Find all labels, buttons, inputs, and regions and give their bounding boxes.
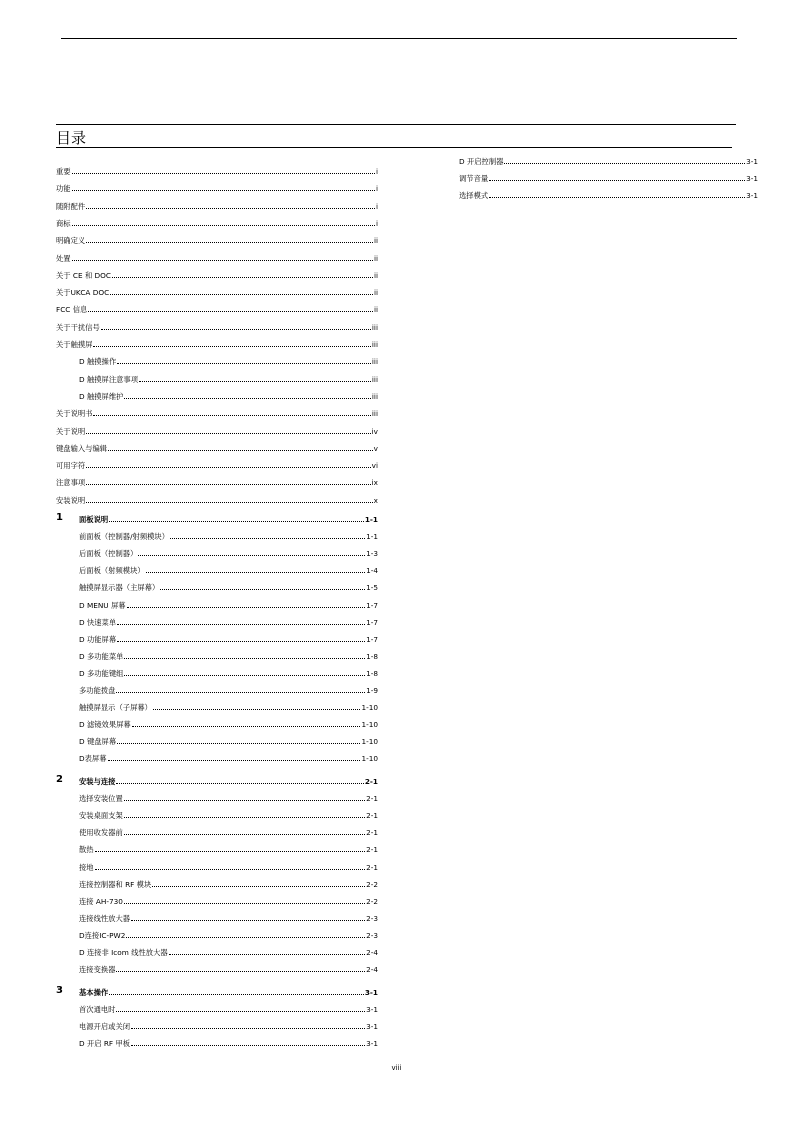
toc-entry-page: iii xyxy=(371,409,378,419)
toc-entry-page: 2-2 xyxy=(366,896,378,906)
toc-entry-page: 1-10 xyxy=(361,737,378,747)
toc-entry-label: 关于 CE 和 DOC xyxy=(56,270,112,280)
toc-entry[interactable] xyxy=(79,566,378,576)
toc-entry-page: 2-1 xyxy=(366,845,378,855)
toc-entry[interactable] xyxy=(79,357,378,367)
toc-entry-label: D 快速菜单 xyxy=(79,617,117,627)
toc-entry-page: 1-1 xyxy=(366,532,378,542)
toc-entry[interactable] xyxy=(79,703,378,713)
toc-entry-page: 3-1 xyxy=(366,1039,378,1049)
dot-leader xyxy=(93,415,370,416)
toc-entry-label: 关于UKCA DOC xyxy=(56,288,110,298)
toc-entry-label: D 触摸屏维护 xyxy=(79,391,124,401)
toc-entry-page: 1-7 xyxy=(366,617,378,627)
dot-leader xyxy=(124,398,370,399)
dot-leader xyxy=(108,450,373,451)
toc-entry-page: iii xyxy=(371,374,378,384)
toc-entry-label: 键盘输入与编辑 xyxy=(56,443,108,453)
toc-entry[interactable] xyxy=(79,583,378,593)
toc-entry[interactable] xyxy=(56,219,378,229)
toc-entry-label: 连接线性放大器 xyxy=(79,913,131,923)
title-rule xyxy=(56,147,732,148)
toc-entry[interactable] xyxy=(79,988,378,998)
toc-entry-page: i xyxy=(375,167,378,176)
toc-entry[interactable] xyxy=(79,686,378,696)
toc-entry[interactable] xyxy=(56,167,378,177)
dot-leader xyxy=(72,190,375,191)
dot-leader xyxy=(152,886,365,887)
dot-leader xyxy=(124,834,365,835)
dot-leader xyxy=(95,851,365,852)
toc-entry-label: 关于触摸屏 xyxy=(56,340,93,349)
toc-entry-label: 连接变换器 xyxy=(79,965,116,975)
toc-entry[interactable] xyxy=(79,863,378,873)
dot-leader xyxy=(124,800,365,801)
toc-entry-page: v xyxy=(373,443,378,453)
chapter-number: 1 xyxy=(56,512,63,523)
dot-leader xyxy=(116,692,365,693)
dot-leader xyxy=(95,869,365,870)
toc-entry[interactable] xyxy=(79,515,378,525)
toc-entry-page: 3-1 xyxy=(746,191,758,201)
dot-leader xyxy=(116,971,365,972)
dot-leader xyxy=(108,760,361,761)
chapter-number: 3 xyxy=(56,985,63,996)
toc-entry[interactable] xyxy=(79,754,378,764)
toc-entry-label: 功能 xyxy=(56,184,71,194)
toc-entry[interactable] xyxy=(79,931,378,941)
toc-entry-page: 1-4 xyxy=(366,566,378,576)
dot-leader xyxy=(124,903,365,904)
toc-entry-label: 处置 xyxy=(56,253,71,263)
toc-entry[interactable] xyxy=(79,828,378,838)
dot-leader xyxy=(110,294,373,295)
dot-leader xyxy=(169,954,365,955)
toc-entry[interactable] xyxy=(79,777,378,787)
dot-leader xyxy=(72,225,375,226)
toc-entry-page: 1-7 xyxy=(366,634,378,644)
toc-entry[interactable] xyxy=(79,880,378,890)
toc-entry-label: D 连接非 Icom 线性放大器 xyxy=(79,948,168,957)
toc-entry-label: D MENU 屏幕 xyxy=(79,600,126,610)
toc-entry[interactable] xyxy=(459,174,758,184)
toc-entry-page: 2-4 xyxy=(366,965,378,975)
toc-entry-label: D 多功能菜单 xyxy=(79,651,124,661)
toc-entry[interactable] xyxy=(79,845,378,855)
toc-entry-page: ii xyxy=(373,288,378,298)
toc-entry[interactable] xyxy=(79,1005,378,1015)
toc-entry-label: 安装说明 xyxy=(56,495,86,505)
toc-entry[interactable] xyxy=(79,549,378,559)
toc-entry-page: iii xyxy=(371,322,378,332)
toc-entry-page: 1-8 xyxy=(366,668,378,678)
dot-leader xyxy=(504,163,745,164)
toc-entry-label: 注意事项 xyxy=(56,478,86,488)
toc-entry[interactable] xyxy=(459,191,758,201)
toc-entry-label: 安装桌面支架 xyxy=(79,811,123,821)
toc-entry[interactable] xyxy=(79,720,378,730)
toc-entry-label: D 开启 RF 甲板 xyxy=(79,1039,131,1049)
toc-entry[interactable] xyxy=(79,652,378,662)
dot-leader xyxy=(146,572,365,573)
toc-entry-label: 多功能拨盘 xyxy=(79,686,116,695)
toc-entry[interactable] xyxy=(56,496,378,506)
dot-leader xyxy=(132,726,361,727)
toc-entry[interactable] xyxy=(79,392,378,402)
toc-entry-page: ii xyxy=(373,253,378,263)
toc-entry-page: i xyxy=(375,184,378,194)
toc-entry-page: 2-1 xyxy=(366,811,378,821)
toc-entry[interactable] xyxy=(79,601,378,611)
toc-entry-label: 散热 xyxy=(79,845,94,855)
toc-entry[interactable] xyxy=(79,794,378,804)
toc-entry[interactable] xyxy=(79,948,378,958)
toc-entry-page: 1-1 xyxy=(364,515,378,524)
toc-entry-page: 2-3 xyxy=(366,930,378,940)
toc-entry[interactable] xyxy=(79,532,378,542)
toc-entry-label: 后面板（控制器） xyxy=(79,549,138,559)
toc-entry-page: iii xyxy=(371,391,378,401)
toc-entry[interactable] xyxy=(79,811,378,821)
toc-entry-page: iii xyxy=(371,340,378,349)
toc-entry-page: 3-1 xyxy=(366,1022,378,1032)
toc-entry-page: 1-10 xyxy=(361,720,378,730)
toc-entry-page: 1-8 xyxy=(366,651,378,661)
toc-entry-label: 基本操作 xyxy=(79,988,109,997)
toc-entry[interactable] xyxy=(56,271,378,281)
toc-entry-page: ii xyxy=(373,305,378,315)
dot-leader xyxy=(124,675,365,676)
toc-entry-label: 重要 xyxy=(56,167,71,176)
toc-entry-label: D 滤镜效果屏幕 xyxy=(79,720,131,730)
toc-entry[interactable] xyxy=(56,236,378,246)
toc-entry[interactable] xyxy=(459,157,758,167)
toc-entry-label: D连接IC-PW2 xyxy=(79,930,126,940)
toc-entry-label: D表屏幕 xyxy=(79,754,107,764)
toc-entry-label: 调节音量 xyxy=(459,174,489,184)
dot-leader xyxy=(153,709,360,710)
toc-entry[interactable] xyxy=(79,914,378,924)
toc-entry-page: iii xyxy=(371,357,378,367)
dot-leader xyxy=(112,277,373,278)
toc-entry-label: 首次通电时 xyxy=(79,1005,116,1015)
toc-entry-page: ii xyxy=(373,270,378,280)
toc-entry-label: 随附配件 xyxy=(56,201,86,211)
toc-entry-label: 关于说明书 xyxy=(56,409,93,419)
toc-entry-page: 1-10 xyxy=(361,754,378,764)
dot-leader xyxy=(86,242,373,243)
dot-leader xyxy=(127,607,366,608)
toc-entry[interactable] xyxy=(79,965,378,975)
dot-leader xyxy=(124,658,365,659)
dot-leader xyxy=(117,624,365,625)
toc-entry[interactable] xyxy=(56,184,378,194)
toc-entry[interactable] xyxy=(56,478,378,488)
toc-entry-label: 电源开启或关闭 xyxy=(79,1022,131,1032)
dot-leader xyxy=(131,1028,365,1029)
toc-entry-label: 明确定义 xyxy=(56,236,86,246)
toc-entry-label: D 开启控制器 xyxy=(459,157,504,166)
footer-page-number: viii xyxy=(391,1064,402,1072)
dot-leader xyxy=(86,208,375,209)
toc-entry-label: 前面板（控制器/射频模块） xyxy=(79,532,170,542)
toc-entry-label: 连接控制器和 RF 模块 xyxy=(79,879,152,889)
toc-entry-label: 后面板（射频模块） xyxy=(79,566,145,576)
toc-entry-page: 2-3 xyxy=(366,913,378,923)
toc-entry-label: 接地 xyxy=(79,862,94,872)
dot-leader xyxy=(88,311,373,312)
toc-entry-label: FCC 信息 xyxy=(56,305,88,315)
dot-leader xyxy=(170,538,365,539)
toc-entry-label: 关于说明 xyxy=(56,426,86,436)
toc-entry-page: 3-1 xyxy=(746,174,758,184)
toc-entry-label: D 触摸操作 xyxy=(79,357,117,367)
toc-entry-page: 2-1 xyxy=(366,794,378,804)
toc-entry-label: 连接 AH-730 xyxy=(79,896,123,906)
dot-leader xyxy=(124,817,365,818)
toc-entry-label: 选择模式 xyxy=(459,191,489,201)
dot-leader xyxy=(116,1011,365,1012)
dot-leader xyxy=(117,641,365,642)
toc-entry-page: 1-3 xyxy=(366,549,378,559)
toc-entry[interactable] xyxy=(56,288,378,298)
toc-entry-label: 面板说明 xyxy=(79,515,109,524)
toc-entry[interactable] xyxy=(79,737,378,747)
page-title: 目录 xyxy=(56,129,87,147)
toc-entry[interactable] xyxy=(56,427,378,437)
dot-leader xyxy=(126,937,365,938)
toc-entry-label: 触摸屏显示（子屏幕） xyxy=(79,703,152,713)
top-rule xyxy=(61,38,737,39)
toc-entry[interactable] xyxy=(56,444,378,454)
toc-entry-page: 2-4 xyxy=(366,948,378,957)
toc-entry-page: iv xyxy=(371,426,378,436)
dot-leader xyxy=(101,329,371,330)
dot-leader xyxy=(117,363,371,364)
toc-entry-page: i xyxy=(375,218,378,228)
toc-entry-label: 选择安装位置 xyxy=(79,794,123,804)
dot-leader xyxy=(86,502,372,503)
toc-entry-label: 可用字符 xyxy=(56,461,86,471)
toc-entry-page: 1-7 xyxy=(366,600,378,610)
toc-entry[interactable] xyxy=(79,1039,378,1049)
toc-entry-page: ix xyxy=(371,478,378,488)
toc-entry[interactable] xyxy=(56,409,378,419)
toc-entry-page: x xyxy=(373,495,378,505)
toc-entry-page: 2-1 xyxy=(366,828,378,838)
toc-entry[interactable] xyxy=(79,897,378,907)
dot-leader xyxy=(72,260,373,261)
toc-entry-label: D 多功能键组 xyxy=(79,668,124,678)
toc-entry-page: 1-9 xyxy=(366,686,378,695)
dot-leader xyxy=(86,484,370,485)
dot-leader xyxy=(72,173,375,174)
toc-entry-page: 2-1 xyxy=(364,777,378,786)
toc-entry[interactable] xyxy=(56,202,378,212)
dot-leader xyxy=(93,346,370,347)
toc-entry-label: D 功能屏幕 xyxy=(79,634,117,644)
dot-leader xyxy=(86,433,370,434)
toc-entry-label: 触摸屏显示器（主屏幕） xyxy=(79,583,160,593)
dot-leader xyxy=(138,555,365,556)
toc-entry[interactable] xyxy=(79,618,378,628)
toc-entry-label: 关于干扰信号 xyxy=(56,322,100,332)
dot-leader xyxy=(489,197,745,198)
toc-entry-label: 安装与连接 xyxy=(79,777,116,786)
dot-leader xyxy=(131,920,365,921)
header-rule xyxy=(56,124,736,125)
dot-leader xyxy=(109,521,364,522)
dot-leader xyxy=(489,180,745,181)
toc-entry[interactable] xyxy=(79,635,378,645)
toc-entry-page: 2-1 xyxy=(366,862,378,872)
dot-leader xyxy=(86,467,370,468)
toc-entry-label: D 触摸屏注意事项 xyxy=(79,374,139,384)
dot-leader xyxy=(117,743,360,744)
toc-entry-page: 3-1 xyxy=(746,157,758,166)
toc-entry-page: 1-5 xyxy=(366,583,378,593)
toc-entry[interactable] xyxy=(56,340,378,350)
toc-entry-page: i xyxy=(375,201,378,211)
toc-entry-page: 3-1 xyxy=(366,1005,378,1015)
toc-entry[interactable] xyxy=(79,669,378,679)
toc-entry-label: D 键盘屏幕 xyxy=(79,737,117,747)
toc-entry[interactable] xyxy=(56,305,378,315)
toc-entry-label: 商标 xyxy=(56,218,71,228)
toc-entry[interactable] xyxy=(56,323,378,333)
dot-leader xyxy=(160,589,365,590)
dot-leader xyxy=(116,783,363,784)
dot-leader xyxy=(139,381,371,382)
chapter-number: 2 xyxy=(56,774,63,785)
dot-leader xyxy=(109,994,364,995)
toc-entry-label: 使用收发器前 xyxy=(79,828,123,838)
toc-entry[interactable] xyxy=(56,254,378,264)
toc-entry-page: vi xyxy=(371,461,378,471)
toc-entry-page: 3-1 xyxy=(364,988,378,997)
dot-leader xyxy=(131,1045,365,1046)
toc-entry-page: 2-2 xyxy=(366,879,378,889)
toc-entry[interactable] xyxy=(79,1022,378,1032)
toc-entry[interactable] xyxy=(56,461,378,471)
toc-entry-page: ii xyxy=(373,236,378,246)
toc-entry-page: 1-10 xyxy=(361,703,378,713)
toc-entry[interactable] xyxy=(79,375,378,385)
